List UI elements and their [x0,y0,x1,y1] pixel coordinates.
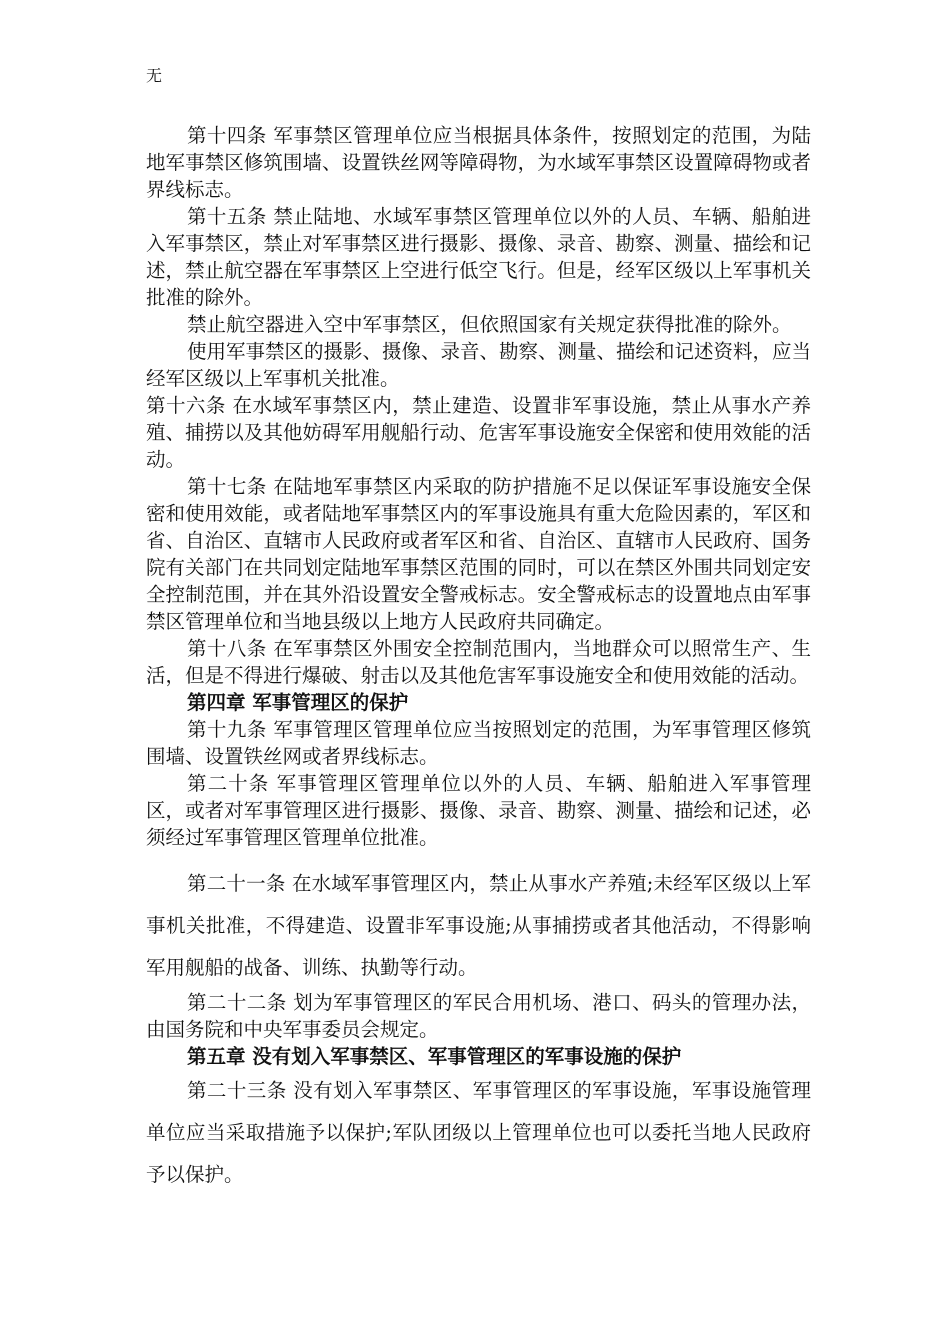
article-21: 第二十一条 在水域军事管理区内，禁止从事水产养殖;未经军区级以上军事机关批准，不得建造、设置非军事设施;从事捕捞或者其他活动，不得影响军用舰船的战备、训练、执勤等行动。 [146,872,811,979]
chapter-5-heading: 第五章 没有划入军事禁区、军事管理区的军事设施的保护 [187,1045,682,1068]
article-15-airspace: 禁止航空器进入空中军事禁区，但依照国家有关规定获得批准的除外。 [187,313,792,336]
article-18: 第十八条 在军事禁区外围安全控制范围内，当地群众可以照常生产、生活，但是不得进行爆破、射击以及其他危害军事设施安全和使用效能的活动。 [146,637,811,687]
article-23: 第二十三条 没有划入军事禁区、军事管理区的军事设施，军事设施管理单位应当采取措施予以保护;军队团级以上管理单位也可以委托当地人民政府予以保护。 [146,1079,811,1186]
chapter-4-heading: 第四章 军事管理区的保护 [187,691,409,714]
article-20: 第二十条 军事管理区管理单位以外的人员、车辆、船舶进入军事管理区，或者对军事管理区进行摄影、摄像、录音、勘察、测量、描绘和记述，必须经过军事管理区管理单位批准。 [146,772,811,849]
article-22: 第二十二条 划为军事管理区的军民合用机场、港口、码头的管理办法，由国务院和中央军事委员会规定。 [146,991,811,1041]
document-body [146,122,811,1196]
article-19: 第十九条 军事管理区管理单位应当按照划定的范围，为军事管理区修筑围墙、设置铁丝网或者界线标志。 [146,718,811,768]
article-14: 第十四条 军事禁区管理单位应当根据具体条件，按照划定的范围，为陆地军事禁区修筑围墙、设置铁丝网等障碍物，为水域军事禁区设置障碍物或者界线标志。 [146,124,811,201]
article-16: 第十六条 在水域军事禁区内，禁止建造、设置非军事设施，禁止从事水产养殖、捕捞以及其他妨碍军用舰船行动、危害军事设施安全保密和使用效能的活动。 [146,394,811,471]
page-header: 无 [146,66,163,85]
article-15: 第十五条 禁止陆地、水域军事禁区管理单位以外的人员、车辆、船舶进入军事禁区，禁止对军事禁区进行摄影、摄像、录音、勘察、测量、描绘和记述，禁止航空器在军事禁区上空进行低空飞行。但是，经军区级以上军事机关批准的除外。 [146,205,811,309]
article-15-materials: 使用军事禁区的摄影、摄像、录音、勘察、测量、描绘和记述资料，应当经军区级以上军事机关批准。 [146,340,812,390]
article-17: 第十七条 在陆地军事禁区内采取的防护措施不足以保证军事设施安全保密和使用效能，或者陆地军事禁区内的军事设施具有重大危险因素的，军区和省、自治区、直辖市人民政府或者军区和省、自治区、直辖市人民政府、国务院有关部门在共同划定陆地军事禁区范围的同时，可以在禁区外围共同划定安全控制范围，并在其外沿设置安全警戒标志。安全警戒标志的设置地点由军事禁区管理单位和当地县级以上地方人民政府共同确定。 [146,475,811,633]
